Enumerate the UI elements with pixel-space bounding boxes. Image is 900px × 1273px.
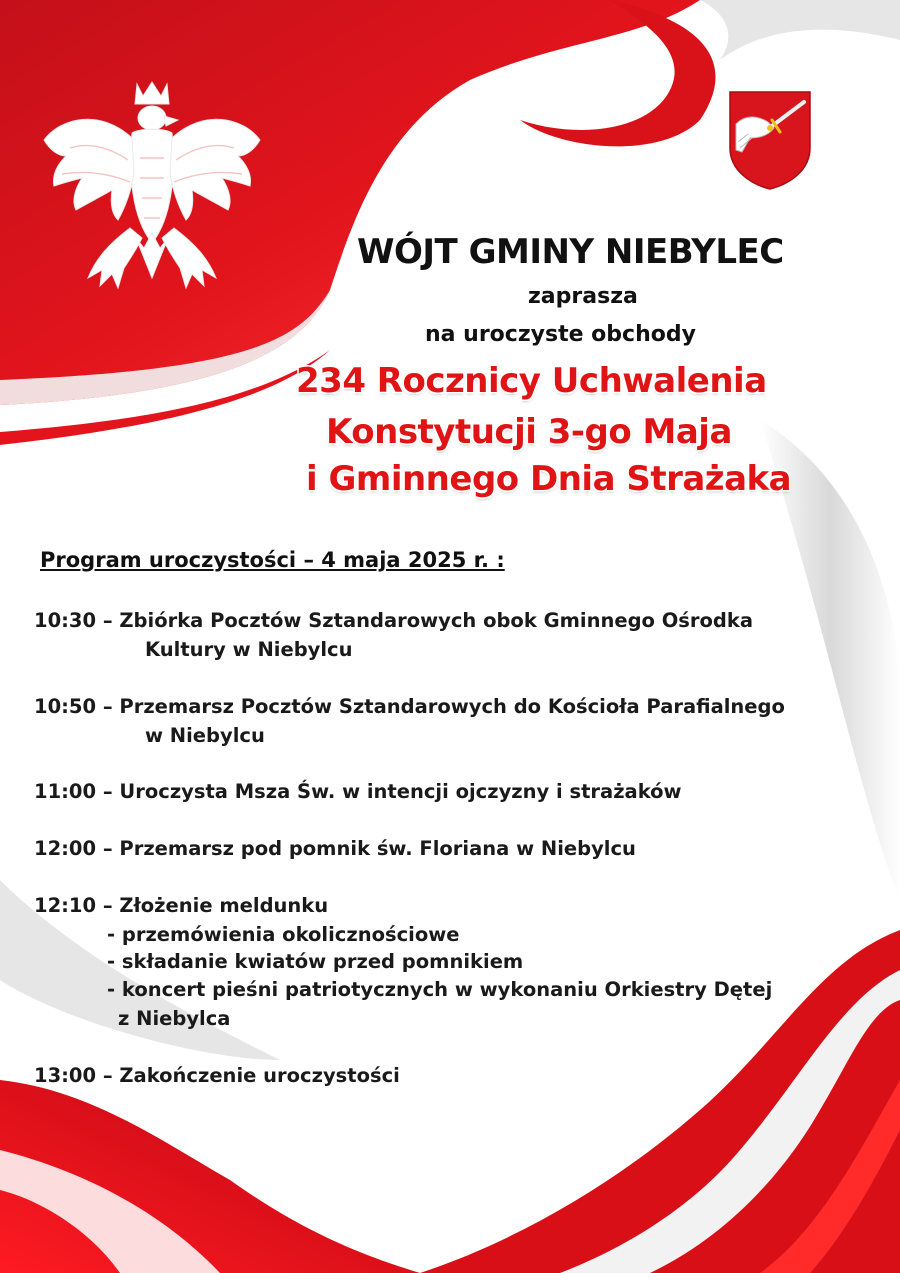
item-text: Zakończenie uroczystości [119, 1064, 400, 1087]
niebylec-coat-of-arms [728, 90, 812, 190]
program-subitem: - przemówienia okolicznościowe [107, 923, 460, 946]
program-item-4: 12:00 – Przemarsz pod pomnik św. Floriana w Niebylcu [34, 837, 636, 860]
program-item-1-cont: Kultury w Niebylcu [145, 638, 353, 661]
program-subitem: - składanie kwiatów przed pomnikiem [107, 950, 524, 973]
program-item-6: 13:00 – Zakończenie uroczystości [34, 1064, 400, 1087]
item-time: 11:00 [34, 780, 97, 803]
invites-text: zaprasza [528, 284, 638, 309]
item-text: Uroczysta Msza Św. w intencji ojczyzny i strażaków [119, 780, 682, 803]
item-text: Przemarsz pod pomnik św. Floriana w Niebylcu [119, 837, 636, 860]
polish-eagle-emblem [40, 78, 265, 303]
occasion-text: na uroczyste obchody [425, 322, 696, 347]
program-item-3: 11:00 – Uroczysta Msza Św. w intencji ojczyzny i strażaków [34, 780, 682, 803]
program-subitem: - koncert pieśni patriotycznych w wykonaniu Orkiestry Dętej [107, 978, 773, 1001]
item-time: 12:00 [34, 837, 97, 860]
title-line-2: Konstytucji 3-go Maja [326, 412, 732, 452]
title-line-3: i Gminnego Dnia Strażaka [306, 459, 792, 499]
organizer-heading: WÓJT GMINY NIEBYLEC [357, 232, 784, 272]
program-heading: Program uroczystości – 4 maja 2025 r. : [40, 548, 505, 572]
item-time: 12:10 [34, 894, 97, 917]
item-text: Złożenie meldunku [119, 894, 329, 917]
item-time: 10:50 [34, 695, 97, 718]
item-time: 13:00 [34, 1064, 97, 1087]
program-subitem-cont: z Niebylca [118, 1007, 231, 1030]
program-item-1: 10:30 – Zbiórka Pocztów Sztandarowych obok Gminnego Ośrodka [34, 609, 754, 632]
title-line-1: 234 Rocznicy Uchwalenia [296, 361, 767, 401]
item-text: Zbiórka Pocztów Sztandarowych obok Gminnego Ośrodka [119, 609, 754, 632]
program-item-5: 12:10 – Złożenie meldunku [34, 894, 329, 917]
program-item-2: 10:50 – Przemarsz Pocztów Sztandarowych do Kościoła Parafialnego [34, 695, 785, 718]
item-time: 10:30 [34, 609, 97, 632]
ribbon-swirl-top-gray [700, 0, 900, 60]
item-text: Przemarsz Pocztów Sztandarowych do Kościoła Parafialnego [119, 695, 785, 718]
program-item-2-cont: w Niebylcu [145, 724, 265, 747]
